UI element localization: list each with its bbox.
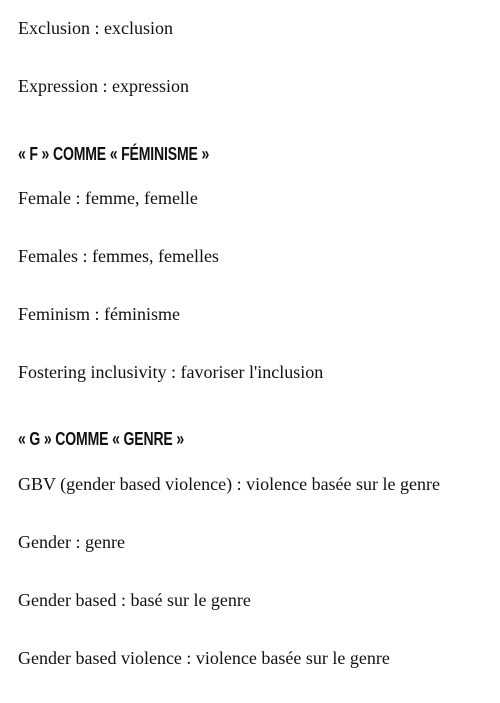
glossary-entry: Fostering inclusivity : favoriser l'inclusion (18, 362, 324, 382)
glossary-entry: Female : femme, femelle (18, 188, 198, 208)
glossary-entry: Females : femmes, femelles (18, 246, 219, 266)
glossary-entry: Feminism : féminisme (18, 304, 180, 324)
glossary-entry: Expression : expression (18, 76, 189, 96)
glossary-entry: Gender : genre (18, 532, 125, 552)
section-heading-g: « G » COMME « GENRE » (18, 429, 185, 449)
glossary-entry: GBV (gender based violence) : violence basée sur le genre (18, 474, 440, 494)
glossary-entry: Gender based violence : violence basée sur le genre (18, 648, 390, 668)
section-heading-f: « F » COMME « FÉMINISME » (18, 144, 210, 164)
glossary-entry: Gender based : basé sur le genre (18, 590, 251, 610)
glossary-entry: Exclusion : exclusion (18, 18, 173, 38)
